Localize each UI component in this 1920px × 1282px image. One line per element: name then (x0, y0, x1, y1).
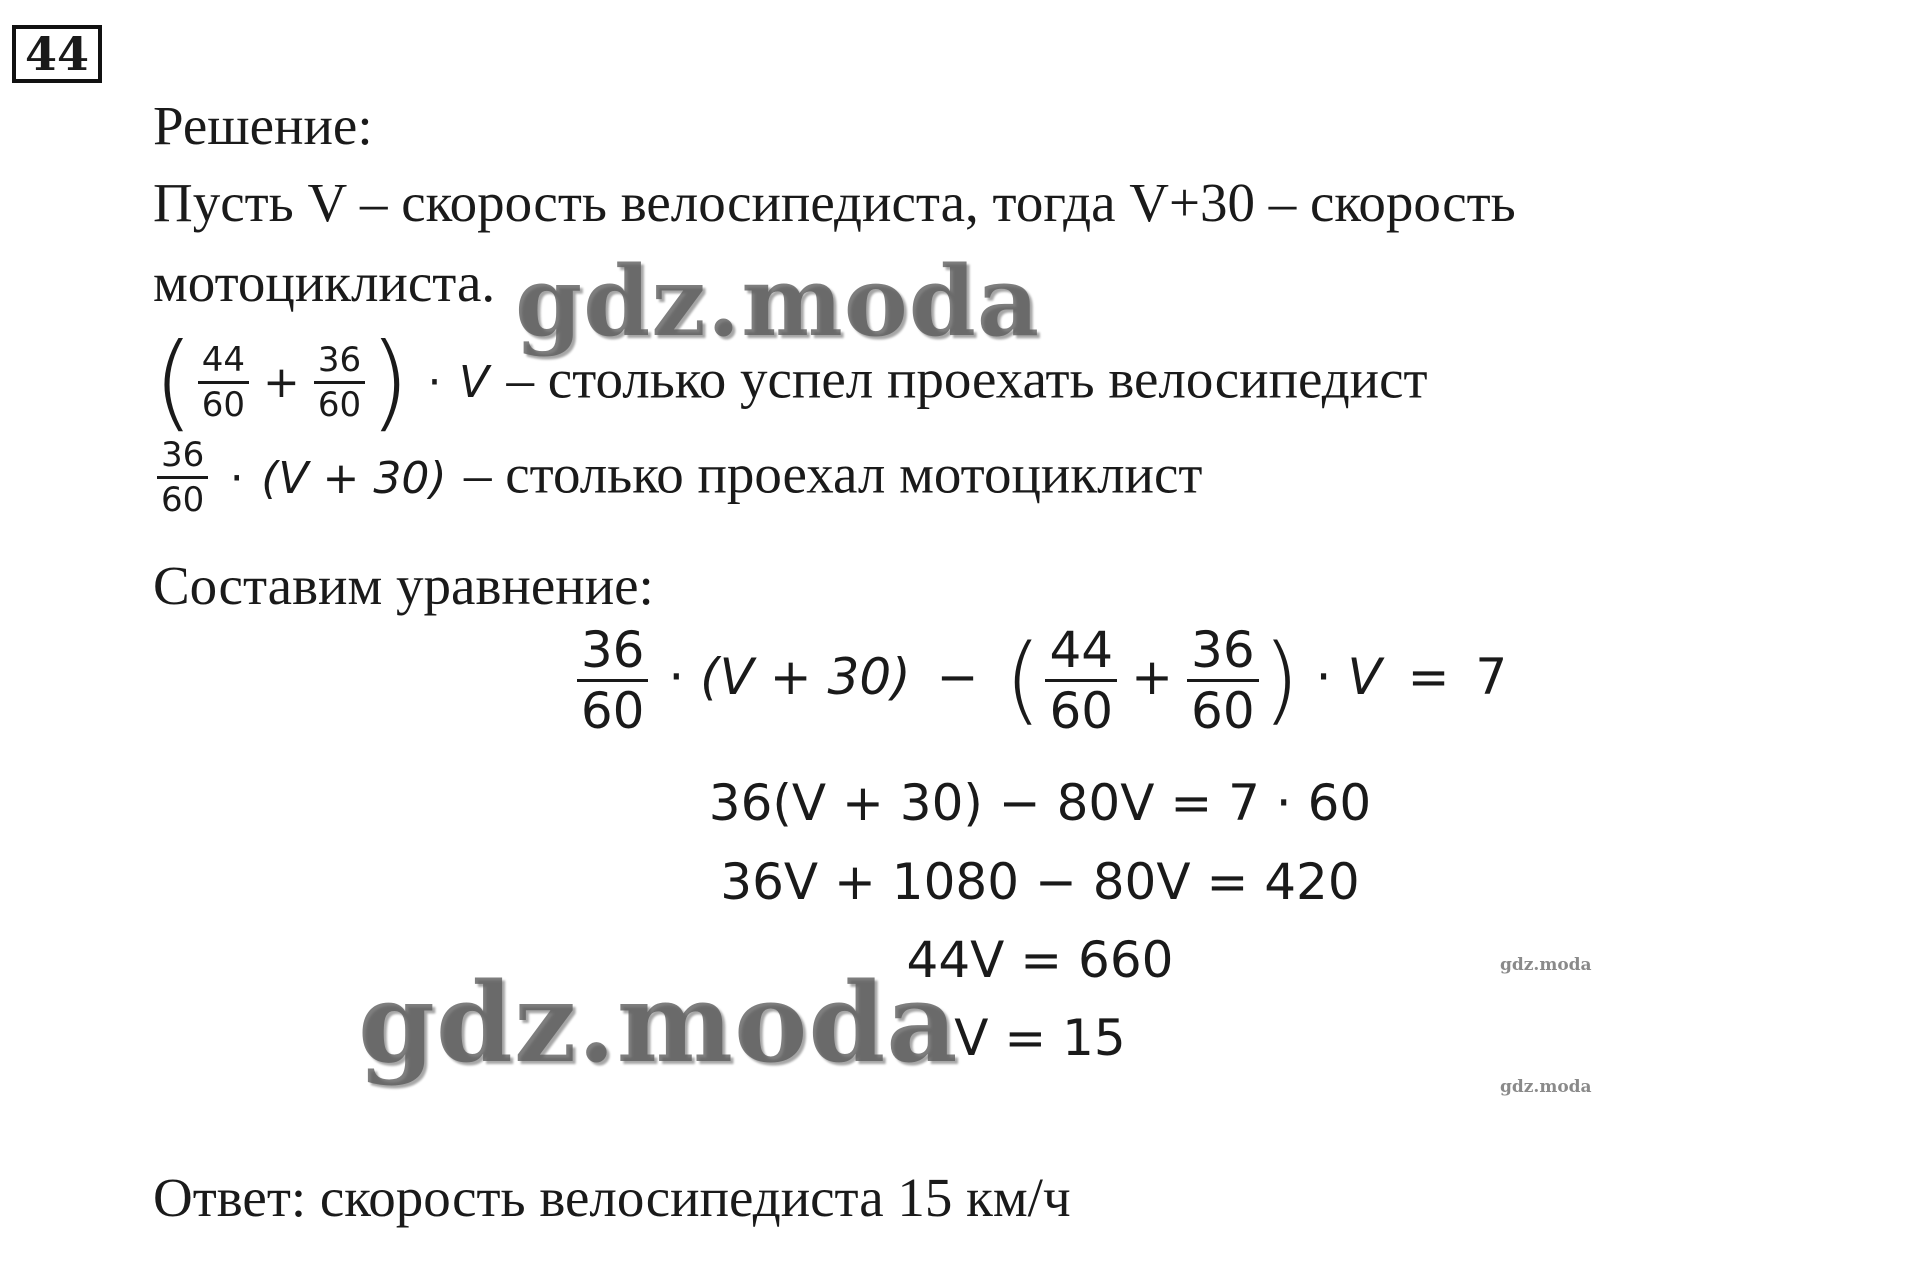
moto-distance-expression: $\frac{36}{60}$ · (V + 30) (153, 442, 464, 506)
equation-3: 36V + 1080 − 80V = 420 (720, 853, 1360, 911)
equation-5: V = 15 (954, 1009, 1126, 1067)
let-statement-cont: мотоциклиста. (153, 252, 496, 313)
moto-distance-desc: – столько проехал мотоциклист (463, 443, 1203, 505)
cyclist-distance-desc: – столько успел проехать велосипедист (506, 348, 1428, 410)
let-statement: Пусть V – скорость велосипедиста, тогда V+30 – скорость (153, 172, 1516, 233)
solution-heading: Решение: (153, 95, 373, 156)
equation-1: $\frac{36}{60}$ · (V + 30) − ( $\frac{44}{60}$ + $\frac{36}{60}$ ) · V = 7 (540, 625, 1540, 736)
watermark-small: gdz.moda (1500, 1077, 1592, 1097)
moto-distance-line (153, 435, 1203, 520)
equation-2: 36(V + 30) − 80V = 7 · 60 (708, 774, 1372, 832)
answer: Ответ: скорость велосипедиста 15 км/ч (153, 1167, 1071, 1228)
problem-number: 44 (12, 25, 102, 83)
cyclist-distance-expression: ( $\frac{44}{60}$ + $\frac{36}{60}$ ) · V (153, 321, 490, 443)
watermark-logo: gdz.moda (358, 958, 959, 1087)
watermark-logo: gdz.moda (515, 245, 1041, 358)
watermark-small: gdz.moda (1500, 955, 1592, 975)
equation-4: 44V = 660 (906, 931, 1174, 989)
equation-heading: Составим уравнение: (153, 555, 654, 616)
